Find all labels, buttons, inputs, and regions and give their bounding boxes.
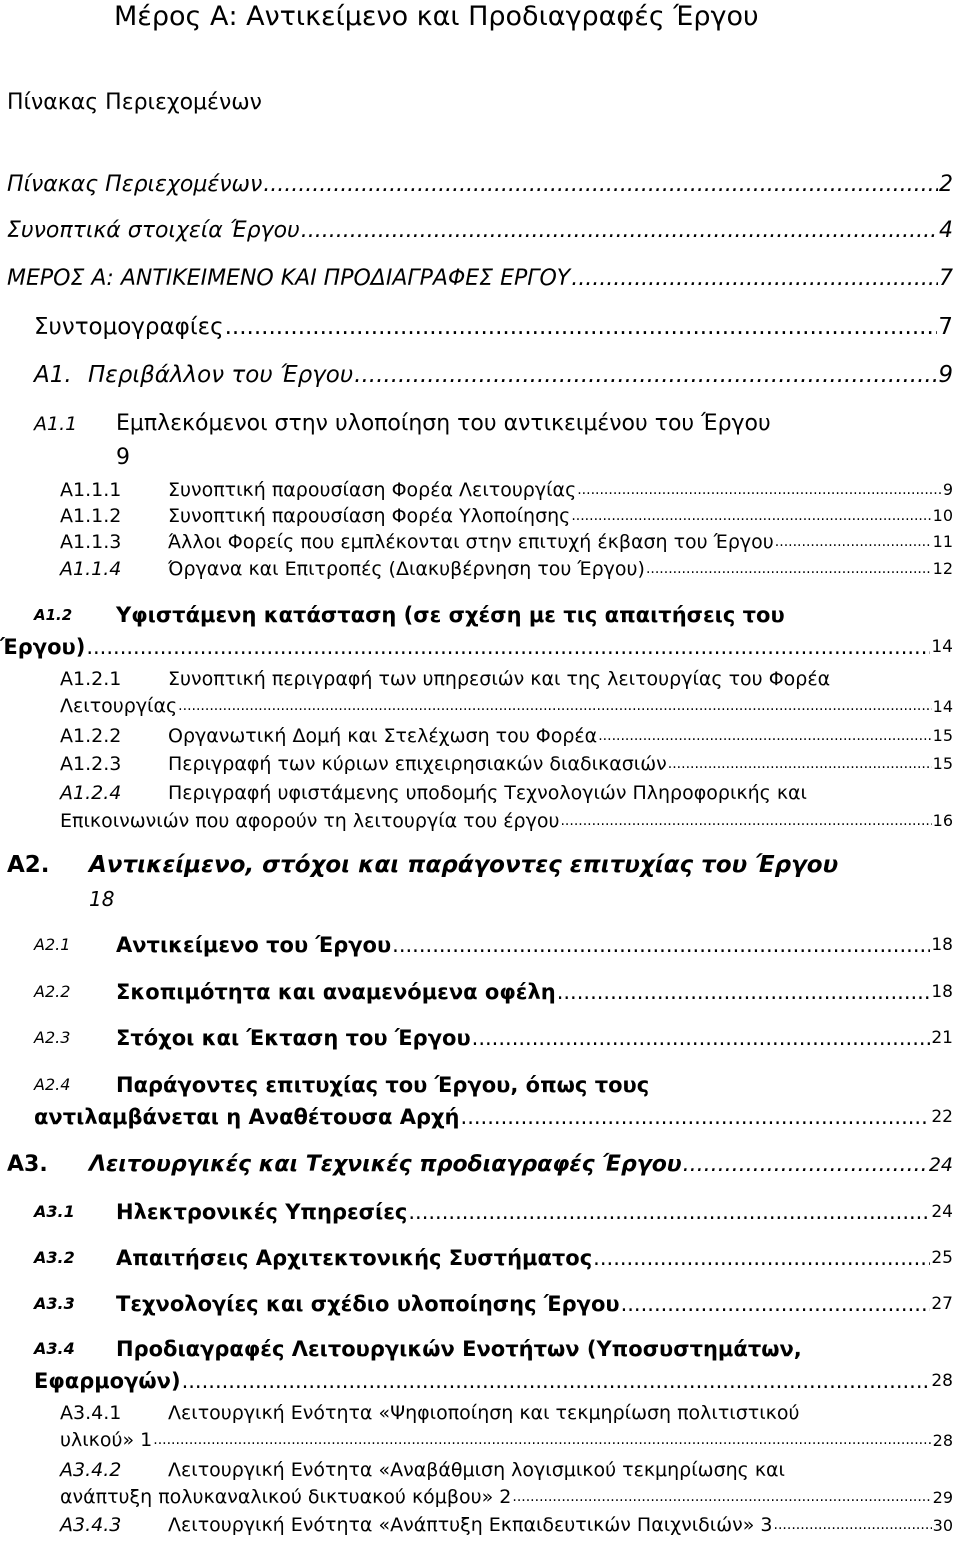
- toc-entry[interactable]: Α1.2 Υφιστάμενη κατάσταση (σε σχέση με τις απαιτήσεις του Έργου) ..... 14: [34, 599, 953, 663]
- toc-entry[interactable]: Α3. Λειτουργικές και Τεχνικές προδιαγραφές Έργου ..... 24: [7, 1148, 953, 1182]
- toc-entry[interactable]: Α1.2.3 Περιγραφή των κύριων επιχειρησιακών διαδικασιών ..... 15: [60, 750, 953, 778]
- toc-entry[interactable]: Πίνακας Περιεχομένων ..... 2: [7, 168, 953, 202]
- toc-entry[interactable]: Α2.2 Σκοπιμότητα και αναμενόμενα οφέλη ..... 18: [34, 976, 953, 1008]
- page-title: Μέρος Α: Αντικείμενο και Προδιαγραφές Έργου: [114, 1, 759, 32]
- toc-entry[interactable]: Α1.1.2 Συνοπτική παρουσίαση Φορέα Υλοποίησης ..... 10: [60, 502, 953, 530]
- toc-entry[interactable]: Α1.1.4 Όργανα και Επιτροπές (Διακυβέρνηση του Έργου) ..... 12: [60, 555, 953, 583]
- toc-entry[interactable]: Α2.3 Στόχοι και Έκταση του Έργου ..... 21: [34, 1022, 953, 1054]
- toc-entry[interactable]: Α1.2.1 Συνοπτική περιγραφή των υπηρεσιών και της λειτουργίας του Φορέα Λειτουργίας ..... 14: [60, 666, 953, 720]
- toc-entry[interactable]: Α1.2.2 Οργανωτική Δομή και Στελέχωση του Φορέα ..... 15: [60, 722, 953, 750]
- toc-entry[interactable]: Συντομογραφίες ..... 7: [34, 310, 953, 344]
- toc-entry[interactable]: ΜΕΡΟΣ Α: ΑΝΤΙΚΕΙΜΕΝΟ ΚΑΙ ΠΡΟΔΙΑΓΡΑΦΕΣ ΕΡΓΟΥ ..... 7: [7, 262, 953, 296]
- toc-entry[interactable]: Συνοπτικά στοιχεία Έργου ..... 4: [7, 214, 953, 248]
- toc-entry[interactable]: Α1. Περιβάλλον του Έργου ..... 9: [34, 358, 953, 392]
- toc-entry[interactable]: Α1.1.1 Συνοπτική παρουσίαση Φορέα Λειτουργίας ..... 9: [60, 476, 953, 504]
- toc-entry[interactable]: Α3.4.2 Λειτουργική Ενότητα «Αναβάθμιση λογισμικού τεκμηρίωσης και ανάπτυξη πολυκαναλικού δικτυακού κόμβου» 2 ..... 29: [60, 1457, 953, 1511]
- toc-entry[interactable]: Α3.1 Ηλεκτρονικές Υπηρεσίες ..... 24: [34, 1196, 953, 1228]
- toc-entry[interactable]: Α3.3 Τεχνολογίες και σχέδιο υλοποίησης Έργου ..... 27: [34, 1288, 953, 1320]
- toc-entry[interactable]: Α2. Αντικείμενο, στόχοι και παράγοντες επιτυχίας του Έργου 18: [7, 852, 839, 911]
- toc-entry[interactable]: Α3.4 Προδιαγραφές Λειτουργικών Ενοτήτων (Υποσυστημάτων, Εφαρμογών) ..... 28: [34, 1333, 953, 1397]
- toc-entry[interactable]: Α2.4 Παράγοντες επιτυχίας του Έργου, όπως τους αντιλαμβάνεται η Αναθέτουσα Αρχή ..... 22: [34, 1069, 953, 1133]
- toc-entry[interactable]: Α3.2 Απαιτήσεις Αρχιτεκτονικής Συστήματος ..... 25: [34, 1242, 953, 1274]
- toc-entry[interactable]: Α2.1 Αντικείμενο του Έργου ..... 18: [34, 929, 953, 961]
- toc-entry[interactable]: Α3.4.1 Λειτουργική Ενότητα «Ψηφιοποίηση και τεκμηρίωση πολιτιστικού υλικού» 1 ..... 28: [60, 1400, 953, 1454]
- toc-entry[interactable]: Α1.1 Εμπλεκόμενοι στην υλοποίηση του αντικειμένου του Έργου 9: [34, 407, 953, 475]
- toc-entry[interactable]: Α1.1.3 Άλλοι Φορείς που εμπλέκονται στην επιτυχή έκβαση του Έργου ..... 11: [60, 528, 953, 556]
- toc-entry[interactable]: Α3.4.3 Λειτουργική Ενότητα «Ανάπτυξη Εκπαιδευτικών Παιχνιδιών» 3 ..... 30: [60, 1512, 953, 1539]
- toc-entry[interactable]: Α1.2.4 Περιγραφή υφιστάμενης υποδομής Τεχνολογιών Πληροφορικής και Επικοινωνιών που αφορούν τη λειτουργία του έργου ..... 16: [60, 779, 953, 835]
- toc-entry-page: 9: [116, 445, 130, 470]
- toc-entry-title: Εμπλεκόμενοι στην υλοποίηση του αντικειμένου του Έργου: [116, 411, 771, 436]
- toc-heading: Πίνακας Περιεχομένων: [7, 90, 262, 115]
